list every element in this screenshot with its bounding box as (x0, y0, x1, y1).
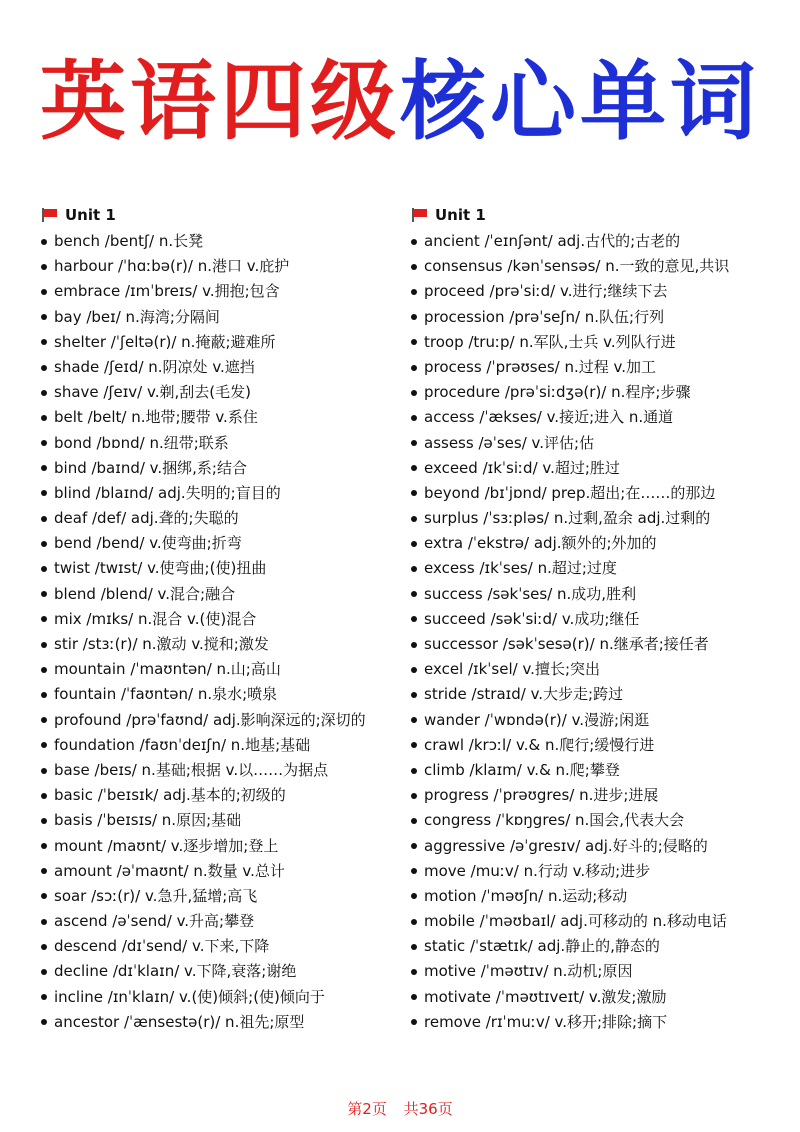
word-text: fountain /ˈfaʊntən/ n.泉水;喷泉 (54, 685, 278, 704)
bullet-icon (411, 667, 417, 673)
bullet-icon (41, 591, 47, 597)
word-entry (41, 682, 411, 707)
word-entry (41, 884, 411, 909)
word-entry (411, 229, 781, 254)
word-text: bay /beɪ/ n.海湾;分隔间 (54, 307, 220, 326)
bullet-icon (41, 843, 47, 849)
word-text: mix /mɪks/ n.混合 v.(使)混合 (54, 609, 257, 628)
bullet-icon (41, 768, 47, 774)
word-entry (411, 380, 781, 405)
word-text: consensus /kənˈsensəs/ n.一致的意见,共识 (424, 257, 730, 276)
word-entry (41, 733, 411, 758)
word-text: move /muːv/ n.行动 v.移动;进步 (424, 861, 651, 880)
word-text: climb /klaɪm/ v.& n.爬;攀登 (424, 760, 620, 779)
word-text: motive /ˈməʊtɪv/ n.动机;原因 (424, 962, 633, 981)
word-text: embrace /ɪmˈbreɪs/ v.拥抱;包含 (54, 282, 280, 301)
bullet-icon (41, 516, 47, 522)
bullet-icon (41, 264, 47, 270)
word-text: aggressive /əˈgresɪv/ adj.好斗的;侵略的 (424, 836, 708, 855)
word-text: procedure /prəˈsiːdʒə(r)/ n.程序;步骤 (424, 383, 691, 402)
bullet-icon (411, 339, 417, 345)
bullet-icon (411, 944, 417, 950)
word-entry (411, 632, 781, 657)
word-entry (41, 959, 411, 984)
word-entry (41, 355, 411, 380)
bullet-icon (41, 742, 47, 748)
bullet-icon (411, 742, 417, 748)
unit-heading (41, 203, 411, 227)
bullet-icon (41, 390, 47, 396)
word-entry (411, 959, 781, 984)
word-text: surplus /ˈsɜːpləs/ n.过剩,盈余 adj.过剩的 (424, 509, 711, 528)
bullet-icon (41, 717, 47, 723)
word-entry (411, 582, 781, 607)
word-text: twist /twɪst/ v.使弯曲;(使)扭曲 (54, 559, 267, 578)
bullet-icon (411, 490, 417, 496)
bullet-icon (411, 415, 417, 421)
word-entry (41, 859, 411, 884)
word-text: bind /baɪnd/ v.捆绑,系;结合 (54, 458, 247, 477)
bullet-icon (411, 365, 417, 371)
word-entry (41, 254, 411, 279)
word-text: blend /blend/ v.混合;融合 (54, 584, 236, 603)
word-text: basic /ˈbeɪsɪk/ adj.基本的;初级的 (54, 786, 286, 805)
word-entry (41, 808, 411, 833)
word-text: amount /əˈmaʊnt/ n.数量 v.总计 (54, 861, 285, 880)
word-text: bond /bɒnd/ n.纽带;联系 (54, 433, 229, 452)
word-text: excess /ɪkˈses/ n.超过;过度 (424, 559, 617, 578)
bullet-icon (411, 591, 417, 597)
bullet-icon (411, 314, 417, 320)
word-entry (41, 556, 411, 581)
word-entry (411, 884, 781, 909)
page-title (0, 52, 800, 152)
word-text: soar /sɔː(r)/ v.急升,猛增;高飞 (54, 886, 258, 905)
word-text: succeed /səkˈsiːd/ v.成功;继任 (424, 609, 640, 628)
bullet-icon (411, 1019, 417, 1025)
bullet-icon (411, 768, 417, 774)
word-entry (411, 431, 781, 456)
word-text: mount /maʊnt/ v.逐步增加;登上 (54, 836, 279, 855)
word-text: basis /ˈbeɪsɪs/ n.原因;基础 (54, 811, 242, 830)
bullet-icon (41, 616, 47, 622)
word-entry (411, 758, 781, 783)
word-text: shave /ʃeɪv/ v.剃,刮去(毛发) (54, 383, 251, 402)
word-entry (41, 657, 411, 682)
page-total: 共36页 (403, 1100, 453, 1118)
word-list (41, 229, 411, 1035)
unit-label: Unit 1 (65, 206, 116, 224)
title-part-blue: 核心单词 (400, 52, 760, 152)
word-text: proceed /prəˈsiːd/ v.进行;继续下去 (424, 282, 668, 301)
word-entry (41, 305, 411, 330)
word-entry (411, 607, 781, 632)
word-entry (411, 682, 781, 707)
bullet-icon (411, 868, 417, 874)
word-text: motivate /ˈməʊtɪveɪt/ v.激发;激励 (424, 987, 667, 1006)
word-text: congress /ˈkɒŋgres/ n.国会,代表大会 (424, 811, 685, 830)
word-entry (411, 733, 781, 758)
word-text: process /ˈprəʊses/ n.过程 v.加工 (424, 357, 656, 376)
unit-heading (411, 203, 781, 227)
word-entry (41, 431, 411, 456)
word-entry (411, 531, 781, 556)
word-text: excel /ɪkˈsel/ v.擅长;突出 (424, 660, 600, 679)
word-entry (41, 783, 411, 808)
bullet-icon (41, 239, 47, 245)
bullet-icon (41, 541, 47, 547)
word-entry (41, 481, 411, 506)
unit-label: Unit 1 (435, 206, 486, 224)
word-text: beyond /bɪˈjɒnd/ prep.超出;在……的那边 (424, 483, 716, 502)
bullet-icon (41, 692, 47, 698)
word-text: ascend /əˈsend/ v.升高;攀登 (54, 912, 255, 931)
bullet-icon (41, 490, 47, 496)
word-text: harbour /ˈhɑːbə(r)/ n.港口 v.庇护 (54, 257, 290, 276)
word-text: progress /ˈprəʊgres/ n.进步;进展 (424, 786, 659, 805)
word-text: blind /blaɪnd/ adj.失明的;盲目的 (54, 483, 281, 502)
word-text: crawl /krɔːl/ v.& n.爬行;缓慢行进 (424, 735, 655, 754)
word-entry (411, 834, 781, 859)
word-entry (41, 632, 411, 657)
bullet-icon (411, 793, 417, 799)
bullet-icon (41, 994, 47, 1000)
word-entry (41, 934, 411, 959)
word-entry (411, 481, 781, 506)
word-entry (411, 405, 781, 430)
bullet-icon (41, 667, 47, 673)
bullet-icon (41, 289, 47, 295)
word-entry (411, 783, 781, 808)
word-entry (41, 758, 411, 783)
word-entry (411, 859, 781, 884)
bullet-icon (41, 944, 47, 950)
bullet-icon (41, 793, 47, 799)
word-entry (411, 909, 781, 934)
word-text: base /beɪs/ n.基础;根据 v.以……为据点 (54, 760, 329, 779)
bullet-icon (411, 969, 417, 975)
title-part-red: 英语四级 (40, 52, 400, 152)
bullet-icon (41, 415, 47, 421)
word-text: stir /stɜː(r)/ n.激动 v.搅和;激发 (54, 635, 269, 653)
bullet-icon (411, 642, 417, 648)
word-entry (41, 531, 411, 556)
word-entry (411, 506, 781, 531)
bullet-icon (41, 440, 47, 446)
word-entry (41, 909, 411, 934)
word-text: foundation /faʊnˈdeɪʃn/ n.地基;基础 (54, 735, 311, 754)
page-number: 第2页 (347, 1100, 387, 1118)
word-entry (41, 279, 411, 304)
word-text: stride /straɪd/ v.大步走;跨过 (424, 685, 624, 704)
page-footer (0, 1098, 800, 1119)
bullet-icon (411, 994, 417, 1000)
word-text: assess /əˈses/ v.评估;估 (424, 433, 595, 452)
word-text: mobile /ˈməʊbaɪl/ adj.可移动的 n.移动电话 (424, 912, 727, 931)
word-entry (411, 556, 781, 581)
word-text: decline /dɪˈklaɪn/ v.下降,衰落;谢绝 (54, 962, 297, 981)
word-entry (411, 808, 781, 833)
word-entry (411, 1010, 781, 1035)
bullet-icon (411, 566, 417, 572)
word-text: ancient /ˈeɪnʃənt/ adj.古代的;古老的 (424, 232, 681, 250)
red-flag-icon (411, 208, 427, 222)
word-text: troop /truːp/ n.军队,士兵 v.列队行进 (424, 332, 676, 351)
word-text: shade /ʃeɪd/ n.阴凉处 v.遮挡 (54, 357, 255, 376)
bullet-icon (41, 818, 47, 824)
bullet-icon (411, 465, 417, 471)
word-text: descend /dɪˈsend/ v.下来,下降 (54, 937, 270, 956)
bullet-icon (411, 541, 417, 547)
word-text: success /səkˈses/ n.成功,胜利 (424, 584, 637, 603)
bullet-icon (411, 239, 417, 245)
word-text: motion /ˈməʊʃn/ n.运动;移动 (424, 886, 628, 905)
bullet-icon (41, 1019, 47, 1025)
bullet-icon (41, 893, 47, 899)
word-text: deaf /def/ adj.聋的;失聪的 (54, 509, 239, 528)
bullet-icon (41, 465, 47, 471)
bullet-icon (411, 692, 417, 698)
word-entry (41, 405, 411, 430)
bullet-icon (411, 440, 417, 446)
bullet-icon (411, 893, 417, 899)
word-entry (411, 456, 781, 481)
word-text: static /ˈstætɪk/ adj.静止的,静态的 (424, 937, 660, 956)
word-entry (41, 708, 411, 733)
word-entry (41, 229, 411, 254)
word-entry (41, 330, 411, 355)
word-text: profound /prəˈfaʊnd/ adj.影响深远的;深切的 (54, 710, 366, 729)
word-entry (411, 985, 781, 1010)
bullet-icon (41, 339, 47, 345)
word-text: bench /bentʃ/ n.长凳 (54, 232, 204, 250)
word-text: belt /belt/ n.地带;腰带 v.系住 (54, 408, 258, 427)
word-text: access /ˈækses/ v.接近;进入 n.通道 (424, 408, 674, 427)
word-text: shelter /ˈʃeltə(r)/ n.掩蔽;避难所 (54, 332, 276, 351)
bullet-icon (41, 919, 47, 925)
word-text: extra /ˈekstrə/ adj.额外的;外加的 (424, 534, 657, 553)
bullet-icon (411, 289, 417, 295)
word-text: successor /səkˈsesə(r)/ n.继承者;接任者 (424, 635, 709, 653)
word-entry (41, 506, 411, 531)
word-entry (41, 607, 411, 632)
word-entry (41, 456, 411, 481)
word-entry (411, 657, 781, 682)
bullet-icon (411, 717, 417, 723)
word-text: exceed /ɪkˈsiːd/ v.超过;胜过 (424, 458, 620, 477)
word-entry (411, 305, 781, 330)
word-text: wander /ˈwɒndə(r)/ v.漫游;闲逛 (424, 710, 650, 729)
bullet-icon (41, 642, 47, 648)
word-text: mountain /ˈmaʊntən/ n.山;高山 (54, 660, 281, 679)
bullet-icon (411, 390, 417, 396)
word-text: incline /ɪnˈklaɪn/ v.(使)倾斜;(使)倾向于 (54, 987, 325, 1006)
word-text: ancestor /ˈænsestə(r)/ n.祖先;原型 (54, 1012, 305, 1031)
bullet-icon (411, 264, 417, 270)
word-entry (411, 330, 781, 355)
word-list (411, 229, 781, 1035)
bullet-icon (411, 616, 417, 622)
word-entry (41, 985, 411, 1010)
bullet-icon (41, 868, 47, 874)
word-entry (411, 934, 781, 959)
word-entry (41, 834, 411, 859)
bullet-icon (41, 314, 47, 320)
bullet-icon (411, 516, 417, 522)
word-entry (41, 582, 411, 607)
word-entry (411, 708, 781, 733)
word-entry (411, 355, 781, 380)
bullet-icon (411, 919, 417, 925)
bullet-icon (411, 843, 417, 849)
right-column (411, 203, 781, 1035)
word-entry (411, 254, 781, 279)
word-entry (41, 1010, 411, 1035)
left-column (41, 203, 411, 1035)
red-flag-icon (41, 208, 57, 222)
bullet-icon (411, 818, 417, 824)
word-text: remove /rɪˈmuːv/ v.移开;排除;摘下 (424, 1012, 668, 1031)
bullet-icon (41, 566, 47, 572)
bullet-icon (41, 969, 47, 975)
word-text: bend /bend/ v.使弯曲;折弯 (54, 534, 242, 553)
bullet-icon (41, 365, 47, 371)
word-entry (41, 380, 411, 405)
word-text: procession /prəˈseʃn/ n.队伍;行列 (424, 307, 665, 326)
word-entry (411, 279, 781, 304)
